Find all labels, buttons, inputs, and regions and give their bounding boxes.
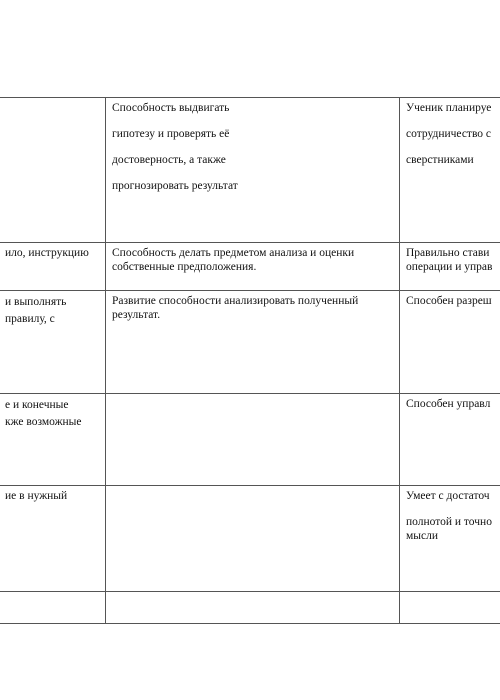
cell-line: Способность выдвигать (112, 102, 230, 114)
cell-line: полнотой и точно (406, 516, 492, 528)
cell-line: результат. (112, 309, 161, 321)
table-row (0, 394, 500, 486)
table-cell (106, 394, 400, 486)
table-cell (400, 394, 500, 486)
cell-line: Способность делать предметом анализа и оценки (112, 247, 355, 259)
table-row (0, 486, 500, 592)
cell-line: операции и управ (406, 261, 493, 273)
table-cell (106, 291, 400, 394)
table-cell (400, 291, 500, 394)
table-cell (106, 592, 400, 624)
table-row (0, 243, 500, 291)
table-cell (400, 592, 500, 624)
cell-line: мысли (406, 530, 439, 542)
table-cell (0, 291, 106, 394)
cell-line-clipped: е и конечные (5, 399, 69, 411)
cell-line-clipped: кже возможные (5, 416, 82, 428)
cell-line-clipped: ие в нужный (5, 490, 68, 502)
table-cell (0, 486, 106, 592)
table-cell (106, 243, 400, 291)
cell-line-clipped: и выполнять (5, 296, 67, 308)
cell-line: Способен управл (406, 398, 491, 410)
table-cell (0, 592, 106, 624)
table-cell (400, 486, 500, 592)
table-row (0, 592, 500, 624)
table-cell (106, 98, 400, 243)
cell-line-clipped: правилу, с (5, 313, 55, 325)
competency-table (0, 97, 500, 624)
table-cell (106, 486, 400, 592)
cell-line: гипотезу и проверять её (112, 128, 230, 140)
table-cell (0, 98, 106, 243)
cell-line: собственные предположения. (112, 261, 257, 273)
cell-line: Умеет с достаточ (406, 490, 490, 502)
cell-line: Правильно стави (406, 247, 490, 259)
cell-line: сверстниками (406, 154, 474, 166)
cell-line: Ученик планируе (406, 102, 492, 114)
table-cell (0, 394, 106, 486)
table-row (0, 291, 500, 394)
table-cell (400, 98, 500, 243)
table-cell (0, 243, 106, 291)
cell-line: прогнозировать результат (112, 180, 238, 192)
table-row (0, 98, 500, 243)
cell-line: Развитие способности анализировать полученный (112, 295, 359, 307)
cell-line: Способен разреш (406, 295, 492, 307)
cell-line: достоверность, а также (112, 154, 226, 166)
table-cell (400, 243, 500, 291)
cell-line: сотрудничество с (406, 128, 492, 140)
cell-line-clipped: ило, инструкцию (5, 247, 89, 259)
